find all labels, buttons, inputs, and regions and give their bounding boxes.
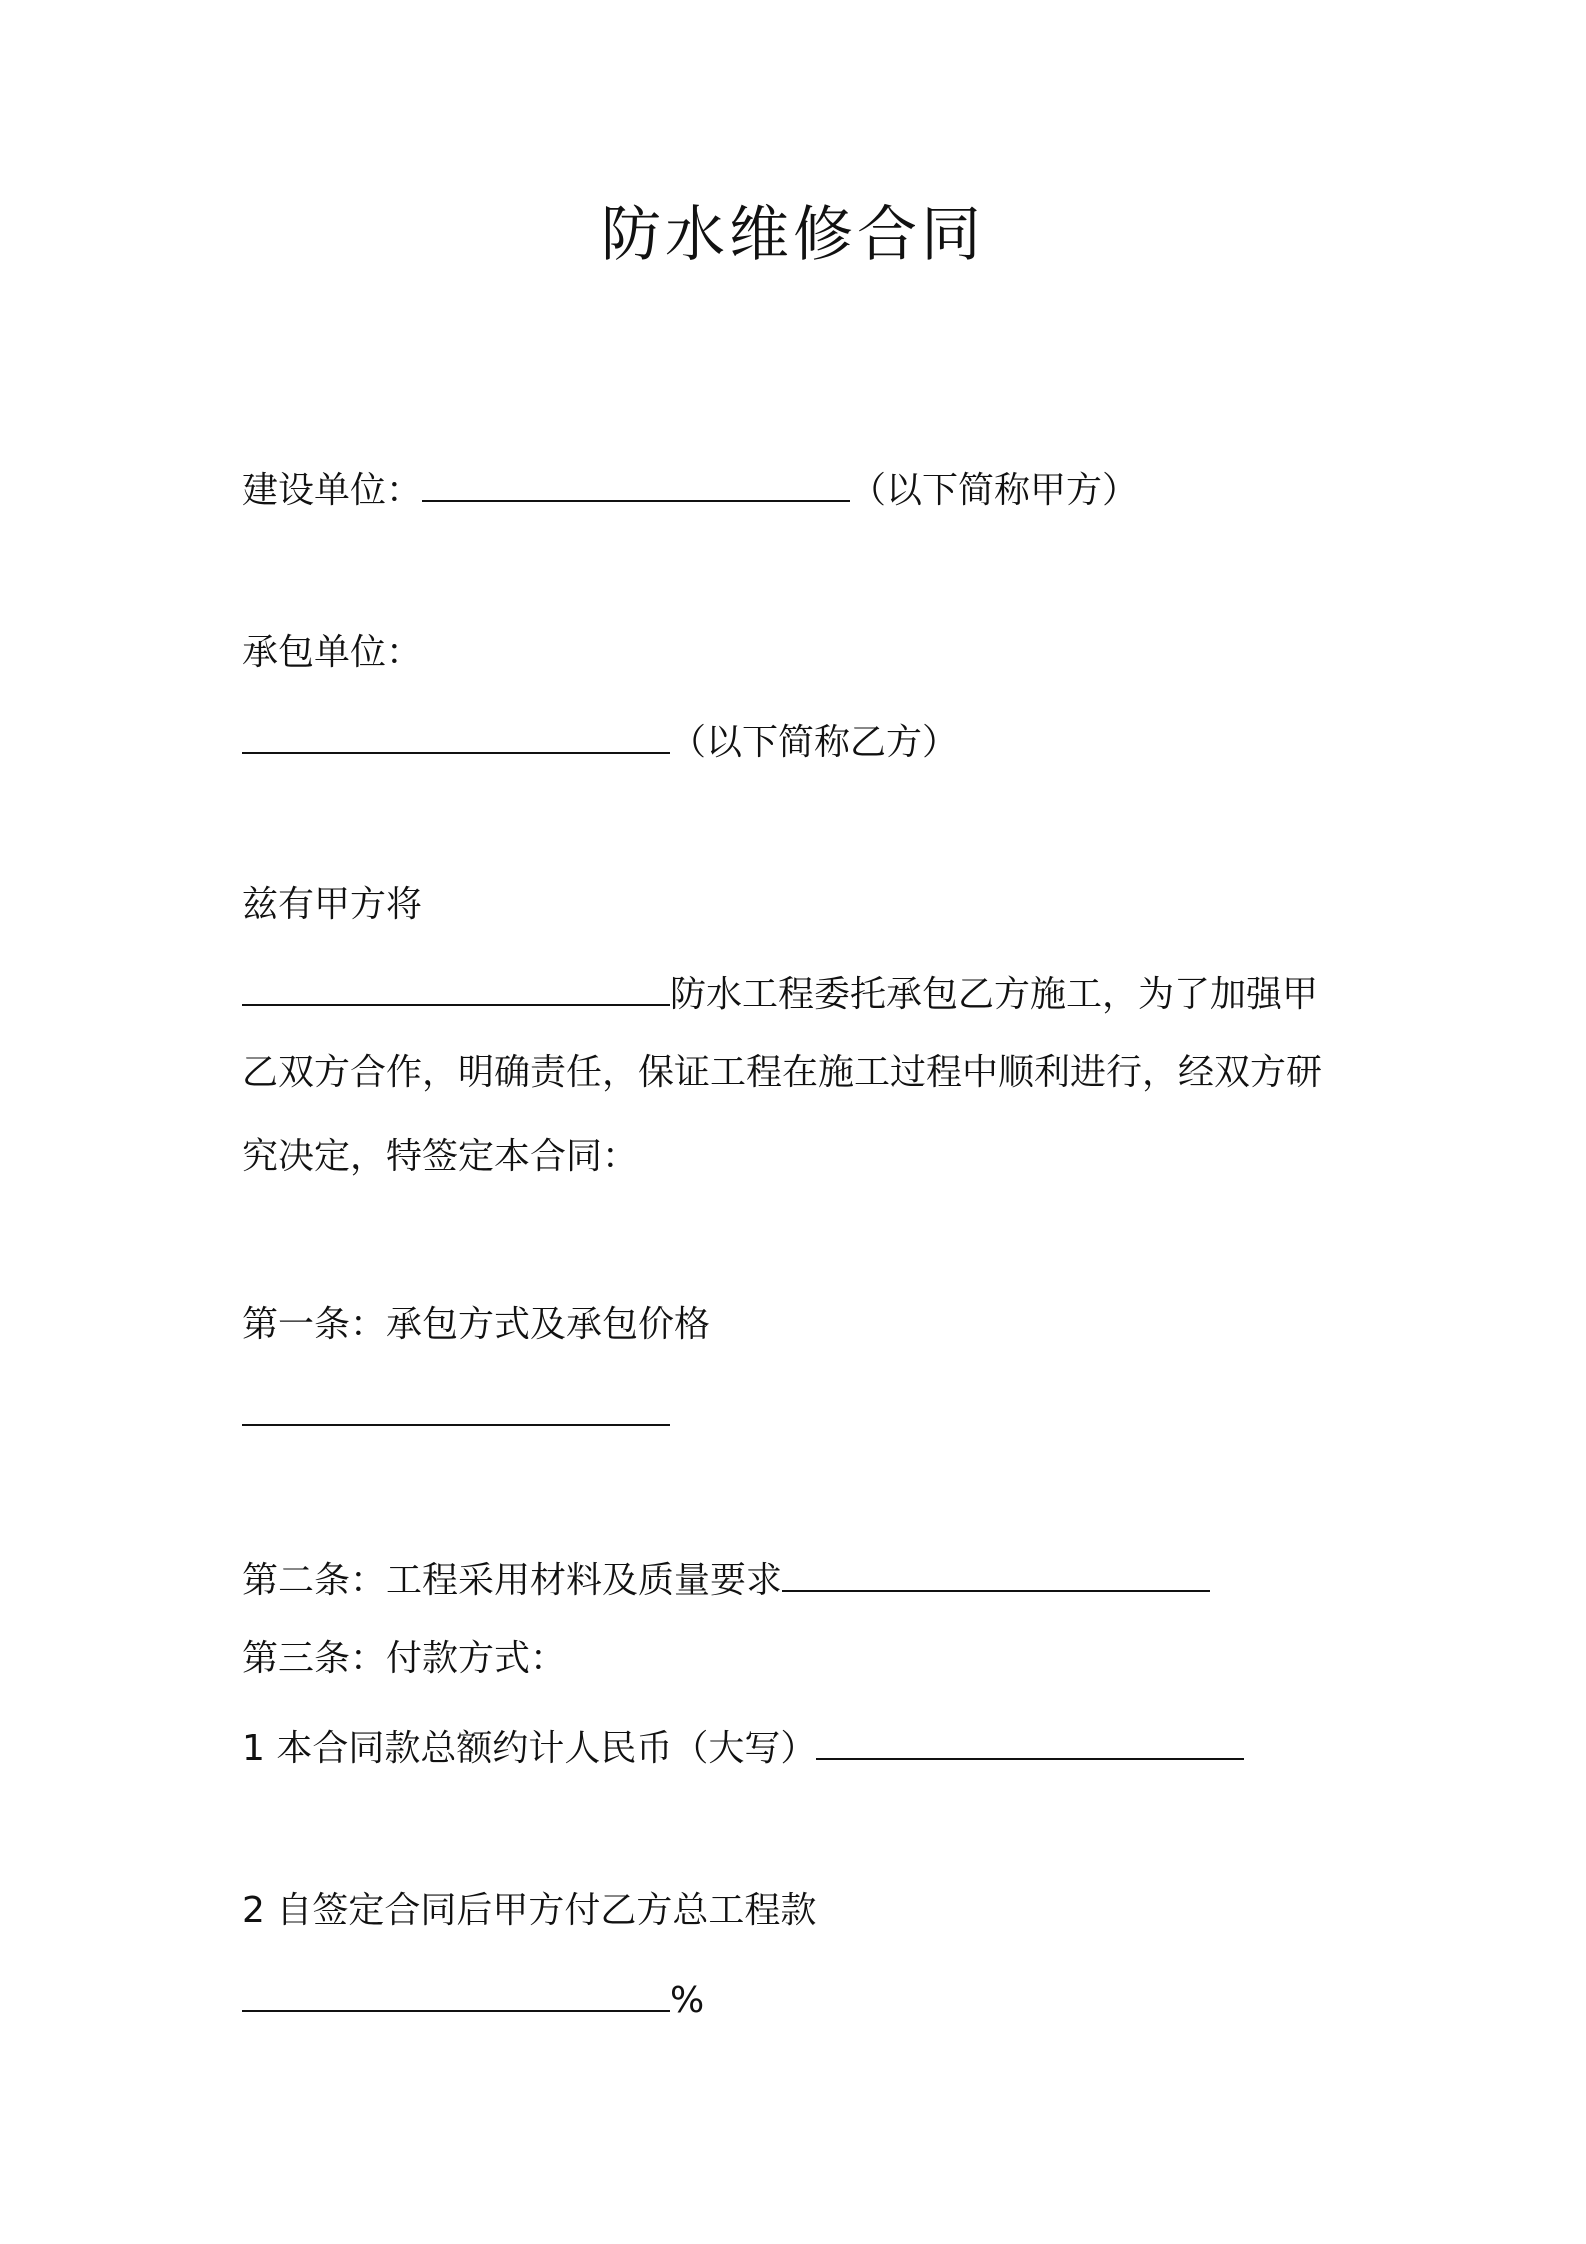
payment-2-text: 2 自签定合同后甲方付乙方总工程款 bbox=[242, 1890, 817, 1931]
article-1-blank-line bbox=[242, 1384, 670, 1440]
payment-2-line bbox=[242, 1886, 816, 1936]
intro-line-2 bbox=[242, 1048, 1322, 1098]
intro-lead-line bbox=[242, 880, 422, 930]
intro-text-1: 防水工程委托承包乙方施工，为了加强甲 bbox=[670, 974, 1319, 1015]
party-b-suffix: （以下简称乙方） bbox=[670, 722, 959, 763]
party-b-label-line bbox=[242, 628, 422, 678]
project-blank bbox=[242, 964, 670, 1006]
article-1-line bbox=[242, 1300, 710, 1350]
article-3-line bbox=[242, 1634, 566, 1684]
article-2-heading: 第二条：工程采用材料及质量要求 bbox=[242, 1560, 783, 1601]
party-b-blank bbox=[242, 712, 670, 754]
payment-1-text: 1 本合同款总额约计人民币（大写） bbox=[242, 1728, 817, 1769]
percent-sign: % bbox=[670, 1980, 705, 2021]
article-1-blank bbox=[242, 1384, 670, 1426]
intro-line-3 bbox=[242, 1132, 638, 1182]
article-2-line bbox=[242, 1550, 1210, 1606]
intro-text-2: 乙双方合作，明确责任，保证工程在施工过程中顺利进行，经双方研 bbox=[242, 1052, 1323, 1093]
article-1-heading: 第一条：承包方式及承包价格 bbox=[242, 1304, 711, 1345]
payment-1-line bbox=[242, 1718, 1244, 1774]
article-2-blank bbox=[782, 1550, 1210, 1592]
article-3-heading: 第三条：付款方式： bbox=[242, 1638, 567, 1679]
party-b-label: 承包单位： bbox=[242, 632, 423, 673]
payment-2-blank bbox=[242, 1970, 670, 2012]
party-a-line bbox=[242, 460, 1138, 516]
payment-2-blank-line bbox=[242, 1970, 704, 2026]
intro-lead: 兹有甲方将 bbox=[242, 884, 423, 925]
party-a-label: 建设单位： bbox=[242, 470, 423, 511]
intro-line-1 bbox=[242, 964, 1318, 1020]
document-title: 防水维修合同 bbox=[601, 200, 985, 270]
intro-text-3: 究决定，特签定本合同： bbox=[242, 1136, 639, 1177]
payment-1-blank bbox=[816, 1718, 1244, 1760]
party-a-blank bbox=[422, 460, 850, 502]
party-b-line bbox=[242, 712, 958, 768]
party-a-suffix: （以下简称甲方） bbox=[850, 470, 1139, 511]
